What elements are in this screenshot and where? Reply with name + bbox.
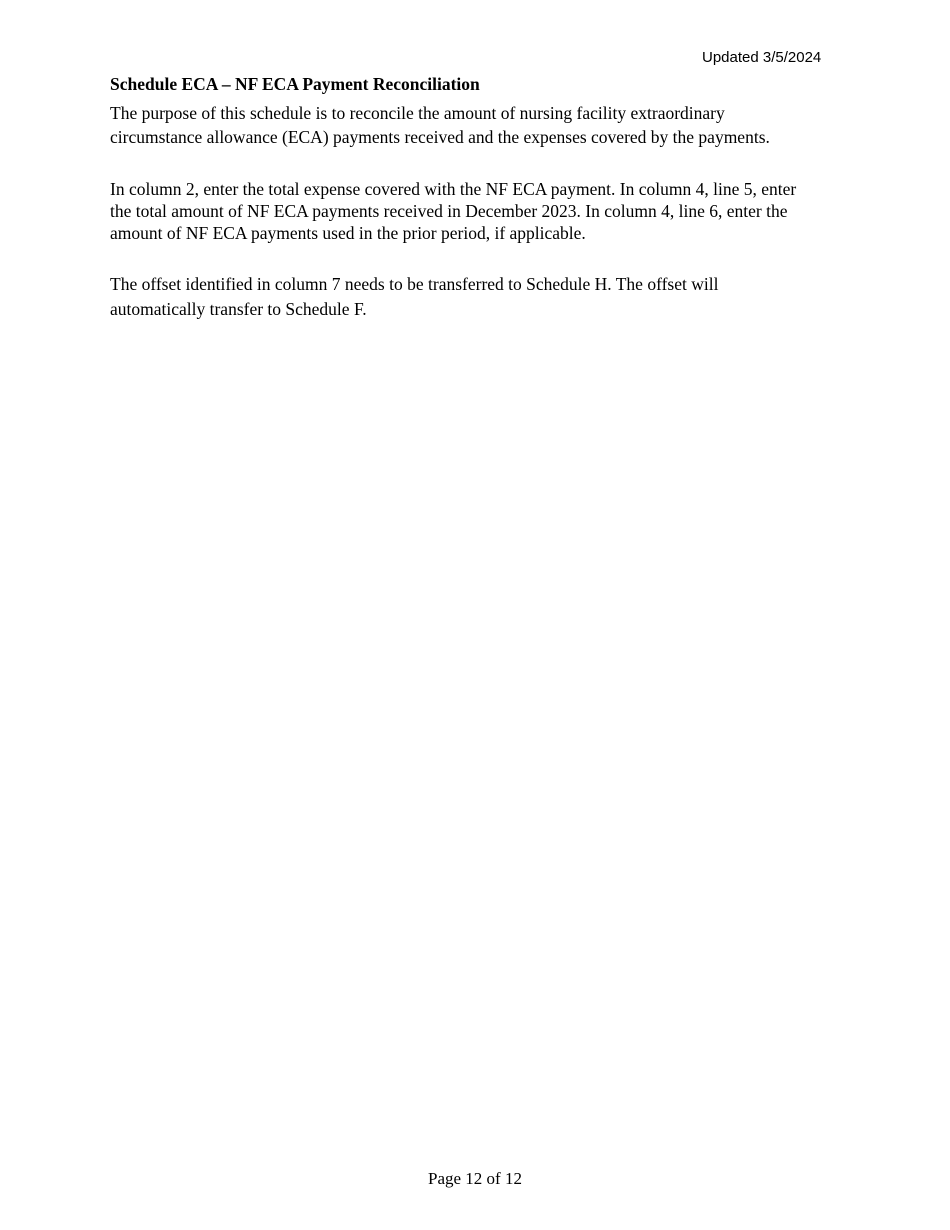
- paragraph-line: amount of NF ECA payments used in the prior period, if applicable.: [110, 223, 586, 243]
- page-number: Page 12 of 12: [428, 1169, 522, 1188]
- updated-date: Updated 3/5/2024: [702, 49, 822, 66]
- section-title: Schedule ECA – NF ECA Payment Reconciliation: [110, 74, 480, 94]
- paragraph-line: automatically transfer to Schedule F.: [110, 299, 367, 319]
- paragraph-line: The offset identified in column 7 needs to be transferred to Schedule H. The offset will: [110, 274, 719, 294]
- paragraph-line: circumstance allowance (ECA) payments received and the expenses covered by the payments.: [110, 127, 770, 147]
- paragraph-offset: [110, 272, 718, 322]
- paragraph-purpose: [110, 101, 770, 149]
- paragraph-column-instructions: [110, 178, 796, 244]
- paragraph-line: In column 2, enter the total expense covered with the NF ECA payment. In column 4, line 5, enter: [110, 179, 797, 199]
- paragraph-line: the total amount of NF ECA payments received in December 2023. In column 4, line 6, enter the: [110, 201, 788, 221]
- paragraph-line: The purpose of this schedule is to reconcile the amount of nursing facility extraordinary: [110, 103, 725, 123]
